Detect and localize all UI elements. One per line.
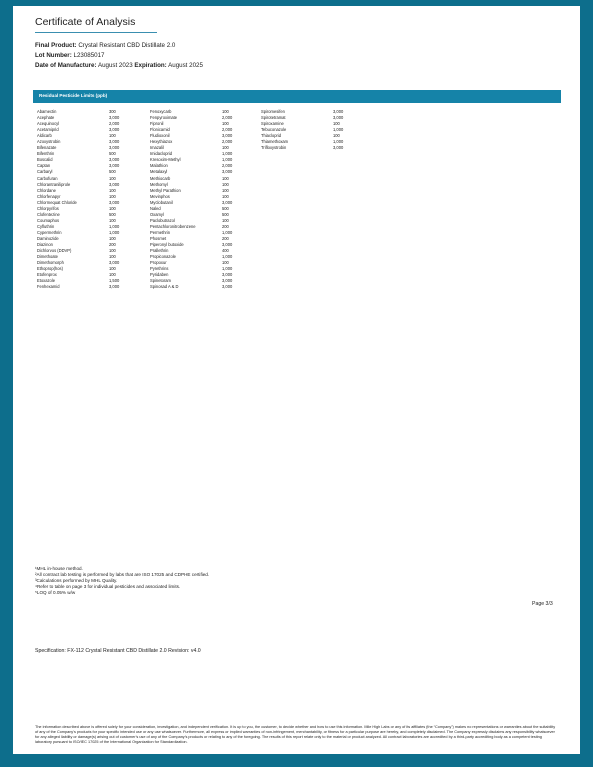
pesticide-name: Piperonyl butoxide (150, 242, 184, 248)
pesticide-name: Coumaphos (37, 217, 60, 223)
pesticide-name: Fipronil (150, 121, 164, 127)
pesticide-name: Flonicamid (150, 127, 170, 133)
pesticide-limit: 100 (222, 187, 229, 193)
pesticide-limit: 1,000 (222, 254, 233, 260)
pesticide-name: Dimethomorph (37, 260, 64, 266)
pesticide-limit: 100 (109, 133, 116, 139)
pesticide-name: Spinosad A & D (150, 284, 179, 290)
pesticide-name: Imidacloprid (150, 151, 173, 157)
pesticide-name: Malathion (150, 163, 168, 169)
lot-number-value: L23085017 (73, 52, 105, 59)
pesticide-limit: 500 (109, 211, 116, 217)
expiration-value: August 2025 (168, 62, 203, 69)
pesticide-name: Boscalid (37, 157, 53, 163)
final-product-value: Crystal Resistant CBD Distillate 2.0 (78, 42, 176, 49)
pesticide-limit: 500 (109, 151, 116, 157)
pesticide-column-1 (37, 109, 147, 290)
pesticide-name: Naled (150, 205, 161, 211)
table-row (150, 284, 260, 290)
pesticide-name: Propiconazole (150, 254, 176, 260)
pesticide-limit: 100 (222, 145, 229, 151)
pesticide-name: Methomyl (150, 181, 168, 187)
pesticide-name: Diazinon (37, 242, 53, 248)
pesticide-name: Chlorpyrifos (37, 205, 59, 211)
section-title: Residual Pesticide Limits (ppb) (39, 93, 108, 98)
table-row (37, 284, 147, 290)
pesticide-limit: 1,000 (109, 223, 120, 229)
pesticide-name: Methiocarb (150, 175, 171, 181)
pesticide-limit: 3,000 (222, 278, 233, 284)
pesticide-name: Imazalil (150, 145, 164, 151)
pesticide-name: Propoxur (150, 260, 167, 266)
pesticide-limit: 500 (109, 169, 116, 175)
table-row (261, 145, 371, 151)
pesticide-name: Etofenprox (37, 272, 57, 278)
pesticide-limit: 3,000 (333, 145, 344, 151)
pesticide-limit: 100 (109, 193, 116, 199)
pesticide-limit: 500 (222, 211, 229, 217)
footnote: ²All contract lab testing is performed by labs that are ISO 17025 and CDPHE certified. (35, 572, 210, 577)
pesticide-name: Myclobutanil (150, 199, 173, 205)
pesticide-limit: 100 (109, 217, 116, 223)
pesticide-name: Chlormequat Chloride (37, 199, 77, 205)
pesticide-name: Oxamyl (150, 211, 164, 217)
pesticide-limit: 3,000 (109, 139, 120, 145)
pesticide-name: Chlorfenapyr (37, 193, 61, 199)
pesticide-name: Bifenazate (37, 145, 57, 151)
specification-line: Specification: FX-112 Crystal Resistant CBD Distillate 2.0 Revision: v4.0 (35, 648, 201, 654)
pesticide-limit: 1,000 (222, 229, 233, 235)
pesticide-limit: 100 (109, 175, 116, 181)
pesticide-name: Fludioxonil (150, 133, 170, 139)
pesticide-limit: 2,000 (222, 127, 233, 133)
pesticide-limit: 3,000 (333, 109, 344, 114)
pesticide-limit: 3,000 (109, 163, 120, 169)
pesticide-limit: 3,000 (109, 284, 120, 290)
page-number: Page 3/3 (532, 601, 553, 607)
pesticide-limit: 100 (222, 260, 229, 266)
pesticide-limit: 2,000 (222, 163, 233, 169)
pesticide-limit: 100 (333, 133, 340, 139)
pesticide-limit: 500 (222, 205, 229, 211)
pesticide-limit: 200 (222, 235, 229, 241)
pesticide-name: Captan (37, 163, 51, 169)
pesticide-limit: 3,000 (109, 199, 120, 205)
footnote: ⁵LOQ of 0.05% w/w (35, 590, 76, 595)
pesticide-name: Thiamethoxam (261, 139, 289, 145)
pesticide-limit: 3,000 (109, 145, 120, 151)
disclaimer-text: The information described above is offered solely for your consideration, investigation, and independent verification. It is up to you, the customer, to decide whether and how to use this information. Mile High Labs or any of its affiliates (the “Company”) makes no representations or warranties about the suitability of any of the Company’s products for your specific intended use or any use whatsoever. Furthermore, all express or implied warranties of non-infringement, merchantability, or fitness for a particular purpose are hereby, and completely disclaimed. The Company expressly disclaims any responsibility whatsoever for any alleged liability or damage(s) arising out of customer’s use of any of the Company’s products or relating to any of the foregoing. The results of this report relate only to the material or product analyzed. All contract laboratories are accredited by a third-party accrediting body as a competent testing laboratory pursuant to ISO/IEC 17025 of the International Organization for Standardization. (35, 725, 556, 744)
document-page (13, 6, 580, 754)
pesticide-limit: 3,000 (222, 242, 233, 248)
pesticide-name: Cypermethrin (37, 229, 62, 235)
pesticide-limit: 3,000 (109, 181, 120, 187)
pesticide-name: Pentachloronitrobenzene (150, 223, 196, 229)
lot-number-line (35, 52, 105, 59)
pesticide-name: Aldicarb (37, 133, 52, 139)
pesticide-name: Thiacloprid (261, 133, 282, 139)
pesticide-limit: 200 (109, 242, 116, 248)
pesticide-limit: 200 (222, 223, 229, 229)
pesticide-limit: 100 (109, 205, 116, 211)
pesticide-name: Paclobutrazol (150, 217, 175, 223)
pesticide-name: Abamectin (37, 109, 57, 114)
pesticide-name: Spiroxamine (261, 121, 284, 127)
pesticide-limit: 300 (109, 109, 116, 114)
pesticide-limit: 100 (109, 272, 116, 278)
pesticide-column-3 (261, 109, 371, 151)
footnote: ³Calculations performed by MHL Quality. (35, 578, 118, 583)
pesticide-limit: 1,000 (222, 157, 233, 163)
pesticide-limit: 1,000 (109, 229, 120, 235)
pesticide-name: Etoxazole (37, 278, 55, 284)
pesticide-limit: 3,000 (109, 260, 120, 266)
manufacture-label: Date of Manufacture: (35, 62, 97, 69)
pesticide-name: Spiromesifen (261, 109, 285, 114)
pesticide-name: Hexythiazox (150, 139, 173, 145)
pesticide-limit: 100 (109, 266, 116, 272)
pesticide-limit: 100 (109, 187, 116, 193)
pesticide-limit: 100 (222, 217, 229, 223)
pesticide-limit: 1,000 (333, 139, 344, 145)
pesticide-name: Mevinphos (150, 193, 170, 199)
pesticide-limit: 1,500 (109, 278, 120, 284)
manufacture-value: August 2023 (97, 62, 133, 69)
pesticide-name: Ethoprop(hos) (37, 266, 63, 272)
pesticide-column-2 (150, 109, 260, 290)
pesticide-name: Pyridaben (150, 272, 169, 278)
pesticide-limit: 1,000 (333, 127, 344, 133)
pesticide-name: Tebuconazole (261, 127, 287, 133)
pesticide-limit: 3,000 (109, 157, 120, 163)
pesticide-limit: 2,000 (222, 139, 233, 145)
pesticide-name: Prallethrin (150, 248, 169, 254)
pesticide-limit: 100 (222, 121, 229, 127)
pesticide-limit: 100 (222, 109, 229, 114)
footnotes (35, 566, 209, 596)
pesticide-name: Fenpyroximate (150, 115, 178, 121)
pesticide-limit: 1,000 (222, 266, 233, 272)
pesticide-name: Carbofuran (37, 175, 58, 181)
pesticide-limit: 1,000 (222, 151, 233, 157)
pesticide-name: Azoxystrobin (37, 139, 61, 145)
pesticide-name: Acephate (37, 115, 55, 121)
footnote: ¹MHL in-house method. (35, 566, 83, 571)
pesticide-limit: 3,000 (333, 115, 344, 121)
pesticide-name: Daminozide (37, 235, 59, 241)
pesticide-limit: 100 (333, 121, 340, 127)
expiration-label: Expiration: (134, 62, 167, 69)
pesticide-name: Cyfluthrin (37, 223, 55, 229)
dates-line (35, 62, 203, 69)
pesticide-name: Pyrethrins (150, 266, 169, 272)
pesticide-name: Fenoxycarb (150, 109, 172, 114)
footnote: ⁴Refer to table on page 3 for individual pesticides and associated limits. (35, 584, 181, 589)
pesticide-limit: 100 (109, 235, 116, 241)
pesticide-limit: 100 (222, 181, 229, 187)
final-product-line (35, 42, 175, 49)
pesticide-limit: 3,000 (222, 199, 233, 205)
pesticide-limit: 3,000 (222, 169, 233, 175)
pesticide-name: Chlorantraniliprole (37, 181, 71, 187)
pesticide-limit: 2,000 (109, 121, 120, 127)
pesticide-name: Kresoxim-Methyl (150, 157, 181, 163)
pesticide-limit: 100 (109, 254, 116, 260)
pesticide-limit: 100 (222, 175, 229, 181)
pesticide-name: Spinetoram (150, 278, 171, 284)
pesticide-name: Permethrin (150, 229, 171, 235)
final-product-label: Final Product: (35, 42, 77, 49)
document-title: Certificate of Analysis (35, 16, 136, 28)
pesticide-name: Trifloxystrobin (261, 145, 287, 151)
section-header-band (33, 90, 561, 103)
pesticide-limit: 400 (222, 248, 229, 254)
pesticide-name: Phosmet (150, 235, 167, 241)
pesticide-name: Carbaryl (37, 169, 53, 175)
pesticide-name: Dichlorvos (DDVP) (37, 248, 72, 254)
lot-number-label: Lot Number: (35, 52, 72, 59)
pesticide-limit: 3,000 (222, 284, 233, 290)
pesticide-limit: 100 (222, 193, 229, 199)
pesticide-limit: 3,000 (109, 127, 120, 133)
pesticide-name: Dimethoate (37, 254, 58, 260)
pesticide-limit: 100 (109, 248, 116, 254)
pesticide-name: Clofentezine (37, 211, 60, 217)
pesticide-name: Acequinocyl (37, 121, 60, 127)
pesticide-name: Spirotetramat (261, 115, 286, 121)
pesticide-name: Chlordane (37, 187, 56, 193)
pesticide-name: Fenhexamid (37, 284, 60, 290)
pesticide-name: Bifenthrin (37, 151, 55, 157)
pesticide-name: Acetamiprid (37, 127, 59, 133)
pesticide-name: Methyl Parathion (150, 187, 181, 193)
title-underline (35, 32, 157, 33)
pesticide-limit: 2,000 (222, 115, 233, 121)
pesticide-limit: 3,000 (222, 133, 233, 139)
pesticide-limit: 3,000 (109, 115, 120, 121)
pesticide-limit: 3,000 (222, 272, 233, 278)
pesticide-name: Metalaxyl (150, 169, 168, 175)
